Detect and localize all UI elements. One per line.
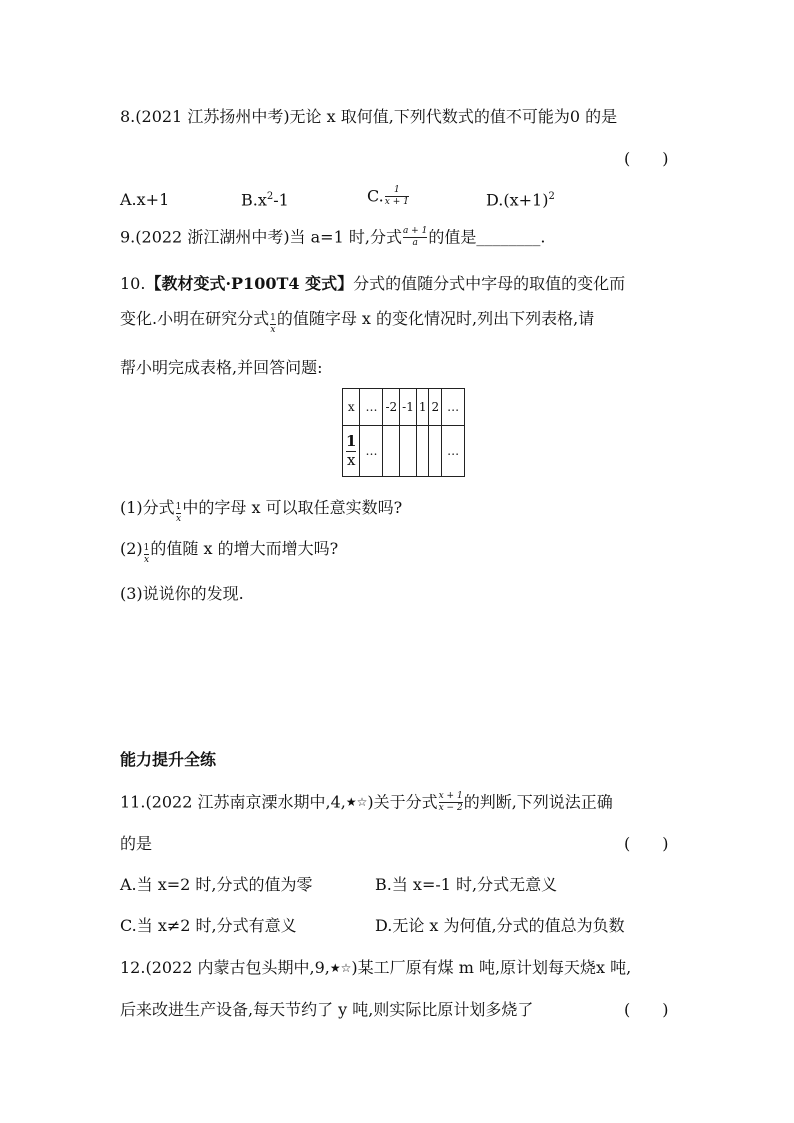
q10-tag: 【教材变式·P100T4 变式】 <box>145 274 354 293</box>
q8-option-b-base: B.x <box>241 190 267 210</box>
table-cell <box>416 426 429 477</box>
q10-line3: 帮小明完成表格,并回答问题: <box>120 358 323 377</box>
q9-stem-pre: 9.(2022 浙江湖州中考)当 a=1 时,分式 <box>120 227 402 247</box>
q10-fraction-denominator: x <box>270 325 276 336</box>
q12-line1 <box>120 960 631 976</box>
q8-option-d-base: D.(x+1) <box>486 190 549 210</box>
q8-option-b <box>241 192 289 208</box>
q8-option-b-tail: -1 <box>273 190 289 210</box>
q8-option-c-fraction <box>385 186 409 208</box>
table-cell <box>400 426 417 477</box>
q11-mid: )关于分式 <box>367 792 438 812</box>
q12-line2: 后来改进生产设备,每天节约了 y 吨,则实际比原计划多烧了 <box>120 1000 534 1019</box>
q10-sub2-fraction-denominator: x <box>144 555 150 566</box>
q11-pre: 11.(2022 江苏南京溧水期中,4, <box>120 792 346 812</box>
table-cell: … <box>360 389 383 426</box>
q10-sub2-fraction <box>144 544 150 566</box>
q11-line2: 的是 <box>120 834 153 853</box>
table-row-reciprocal <box>343 426 465 477</box>
q11-option-c: C.当 x≠2 时,分式有意义 <box>120 916 297 935</box>
table-cell: … <box>360 426 383 477</box>
table-cell: 2 <box>429 389 442 426</box>
q8-stem: 8.(2021 江苏扬州中考)无论 x 取何值,下列代数式的值不可能为0 的是 <box>120 107 618 126</box>
q10-sub2-fraction-numerator: 1 <box>143 543 150 553</box>
section-title: 能力提升全练 <box>120 750 217 769</box>
q10-sub3: (3)说说你的发现. <box>120 584 244 603</box>
q12-answer-paren: ( ) <box>624 1000 669 1019</box>
q11-line1 <box>120 792 613 814</box>
table-cell-label <box>343 426 360 477</box>
q10-line2 <box>120 311 594 336</box>
q9-fraction-numerator: a + 1 <box>402 226 428 236</box>
table-cell: x <box>343 389 360 426</box>
q8-option-c-denominator: x + 1 <box>384 197 409 208</box>
difficulty-stars-icon: ★☆ <box>345 795 368 810</box>
q11-option-d: D.无论 x 为何值,分式的值总为负数 <box>375 916 625 935</box>
q8-option-c-label: C. <box>367 186 384 206</box>
q10-sub1-fraction <box>176 503 182 525</box>
q11-option-a: A.当 x=2 时,分式的值为零 <box>120 875 313 894</box>
q8-option-d-exponent: 2 <box>548 191 555 202</box>
q12-pre: 12.(2022 内蒙古包头期中,9, <box>120 958 330 977</box>
q8-option-a: A.x+1 <box>120 190 170 209</box>
difficulty-stars-icon: ★☆ <box>329 961 352 975</box>
q10-fraction <box>270 314 276 336</box>
table-row-x <box>343 389 465 426</box>
table-cell: -1 <box>400 389 417 426</box>
q8-option-b-exponent: 2 <box>266 191 274 202</box>
q11-option-b: B.当 x=-1 时,分式无意义 <box>375 875 558 894</box>
q9-stem-post: 的值是________. <box>428 227 546 247</box>
table-label-denominator: x <box>346 450 356 469</box>
q8-option-d <box>486 192 555 208</box>
q10-sub1-fraction-numerator: 1 <box>175 502 182 512</box>
table-cell: … <box>442 426 465 477</box>
q10-sub2-pre: (2) <box>120 539 143 558</box>
q10-sub2-post: 的值随 x 的增大而增大吗? <box>150 539 339 558</box>
q10-fraction-numerator: 1 <box>270 313 276 323</box>
q10-line2-pre: 变化.小明在研究分式 <box>120 309 270 328</box>
table-cell: -2 <box>383 389 400 426</box>
q10-sub1 <box>120 500 402 525</box>
q10-sub1-fraction-denominator: x <box>176 514 182 525</box>
q9-fraction <box>403 227 427 249</box>
q11-fraction <box>439 792 463 814</box>
q10-number: 10. <box>120 274 146 293</box>
q8-answer-paren: ( ) <box>624 149 669 168</box>
table-cell: 1 <box>416 389 429 426</box>
q10-sub1-pre: (1)分式 <box>120 498 175 517</box>
q11-fraction-numerator: x + 1 <box>438 791 463 801</box>
table-cell <box>383 426 400 477</box>
q9-stem <box>120 227 545 249</box>
q10-sub1-post: 中的字母 x 可以取任意实数吗? <box>182 498 403 517</box>
q10-line1-text: 分式的值随分式中字母的取值的变化而 <box>353 274 626 293</box>
q11-post: 的判断,下列说法正确 <box>463 792 613 812</box>
table-cell <box>429 426 442 477</box>
q10-value-table <box>342 388 465 477</box>
q8-option-c-numerator: 1 <box>393 185 400 195</box>
q8-option-c <box>367 186 410 208</box>
q11-answer-paren: ( ) <box>624 834 669 853</box>
q10-line1 <box>120 276 625 292</box>
q10-sub2 <box>120 541 338 566</box>
q11-fraction-denominator: x − 2 <box>438 803 463 814</box>
q12-post: )某工厂原有煤 m 吨,原计划每天烧x 吨, <box>351 958 632 977</box>
q9-fraction-denominator: a <box>412 238 418 249</box>
q10-line2-post: 的值随字母 x 的变化情况时,列出下列表格,请 <box>276 309 595 328</box>
table-cell: … <box>442 389 465 426</box>
table-label-numerator: 1 <box>346 431 357 450</box>
